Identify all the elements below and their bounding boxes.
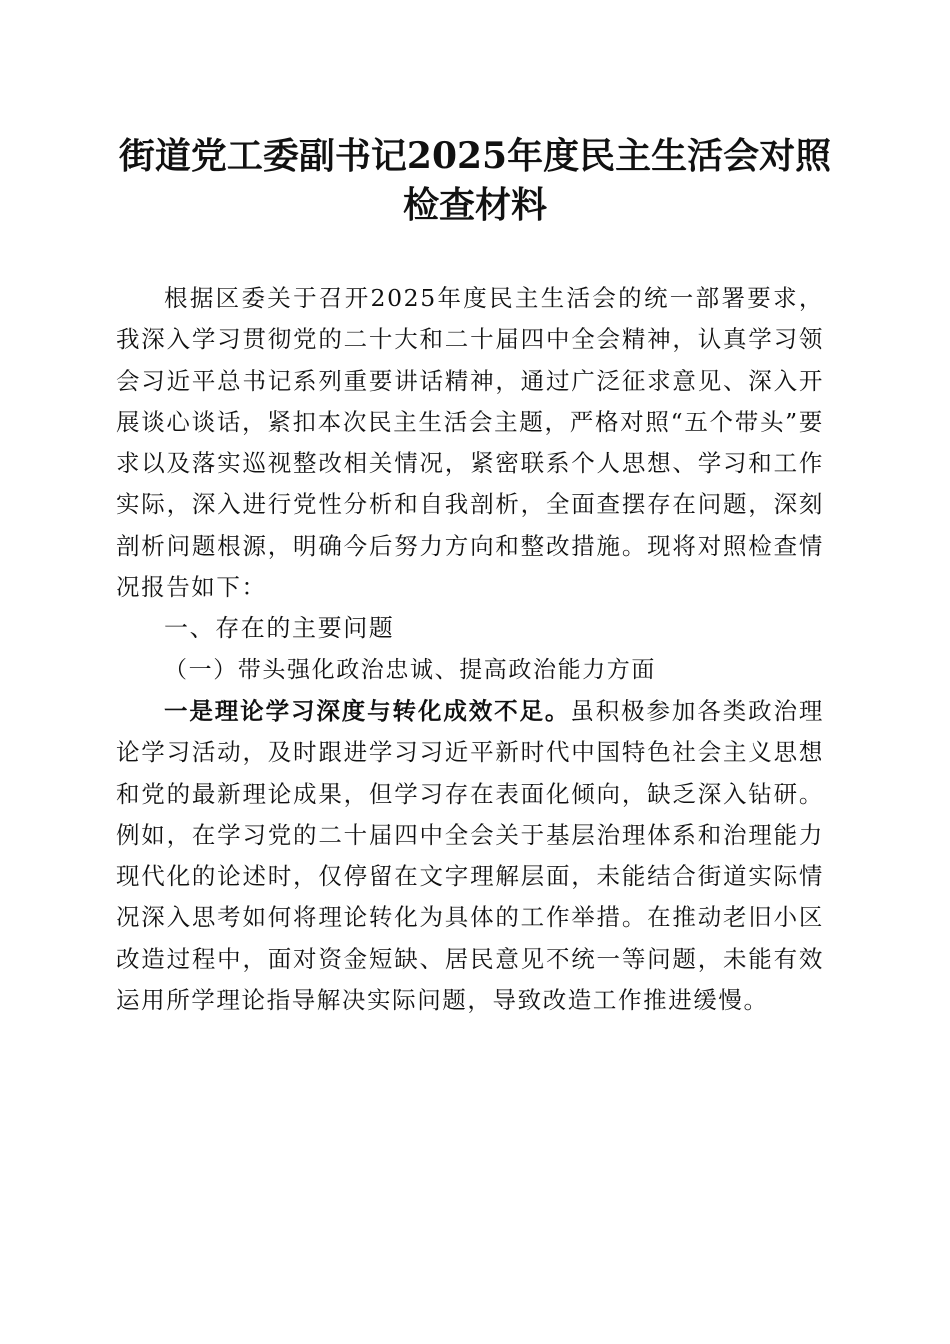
subsection-heading: （一）带头强化政治忠诚、提高政治能力方面 xyxy=(164,656,656,683)
point-paragraph xyxy=(116,691,824,1021)
intro-paragraph: 根据区委关于召开2025年度民主生活会的统一部署要求，我深入学习贯彻党的二十大和二十届四中全会精神，认真学习领会习近平总书记系列重要讲话精神，通过广泛征求意见、深入开展谈心谈话，紧扣本次民主生活会主题，严格对照“五个带头”要求以及落实巡视整改相关情况，紧密联系个人思想、学习和工作实际，深入进行党性分析和自我剖析，全面查摆存在问题，深刻剖析问题根源，明确今后努力方向和整改措施。现将对照检查情况报告如下： xyxy=(116,284,824,602)
section-heading: 一、存在的主要问题 xyxy=(164,614,395,643)
document-title: 街道党工委副书记2025年度民主生活会对照检查材料 xyxy=(118,135,832,226)
point-text: 虽积极参加各类政治理论学习活动，及时跟进学习习近平新时代中国特色社会主义思想和党的最新理论成果，但学习存在表面化倾向，缺乏深入钻研。例如，在学习党的二十届四中全会关于基层治理体系和治理能力现代化的论述时，仅停留在文字理解层面，未能结合街道实际情况深入思考如何将理论转化为具体的工作举措。在推动老旧小区改造过程中，面对资金短缺、居民意见不统一等问题，未能有效运用所学理论指导解决实际问题，导致改造工作推进缓慢。 xyxy=(116,696,825,1015)
document-body xyxy=(116,278,824,1021)
point-lead: 一是理论学习深度与转化成效不足。 xyxy=(164,696,571,725)
